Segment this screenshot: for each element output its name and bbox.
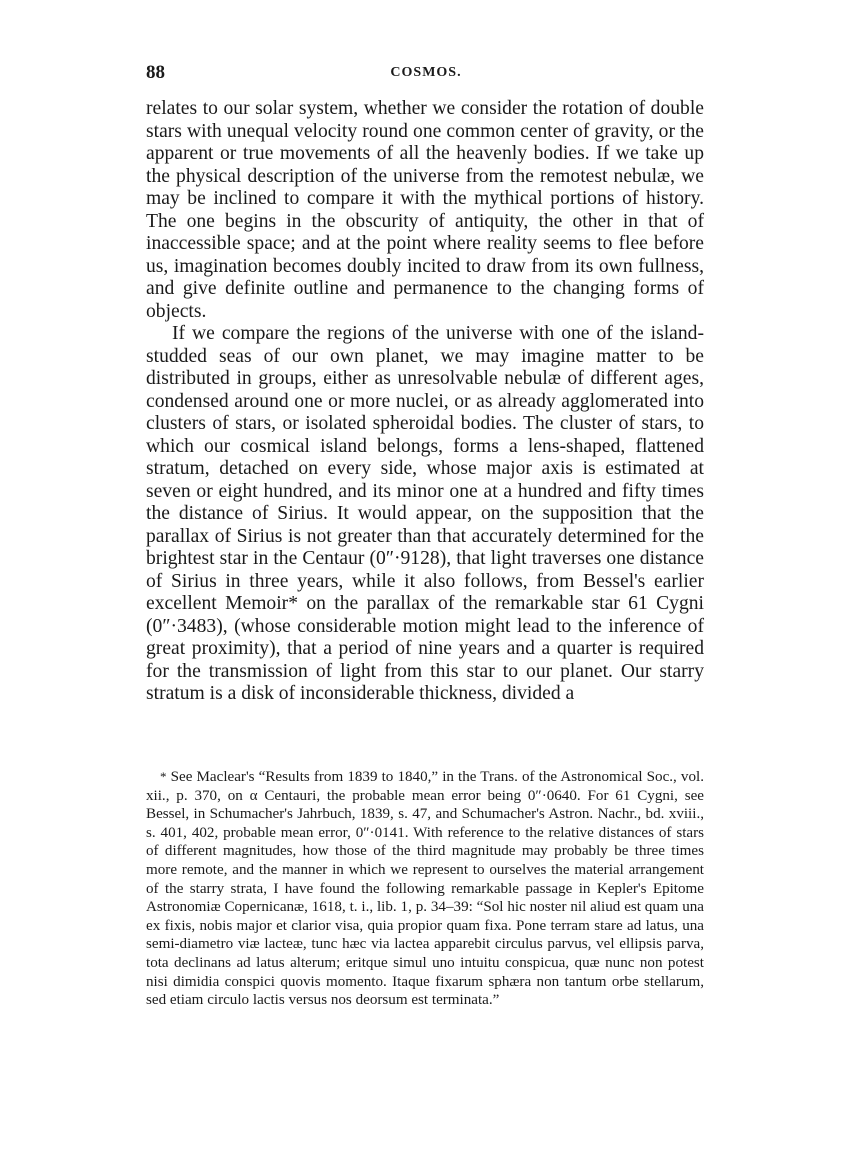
paragraph-2: If we compare the regions of the universe with one of the island-studded seas of our own planet, we may imagine matter to be distributed in groups, either as unresolvable nebulæ of different ages, condensed around one or more nuclei, or as already agglomerated into clusters of stars, or isolated spheroidal bodies. The cluster of stars, to which our cosmical island belongs, forms a lens-shaped, flattened stratum, detached on every side, whose major axis is estimated at seven or eight hundred, and its minor one at a hundred and fifty times the distance of Sirius. It would appear, on the supposition that the parallax of Sirius is not greater than that accurately determined for the brightest star in the Centaur (0″·9128), that light traverses one distance of Sirius in three years, while it also follows, from Bessel's earlier excellent Memoir* on the parallax of the remarkable star 61 Cygni (0″·3483), (whose considerable motion might lead to the inference of great proximity), that a period of nine years and a quarter is required for the transmission of light from this star to our planet. Our starry stratum is a disk of inconsiderable thickness, divided a	[146, 323, 704, 704]
footnote-text: See Maclear's “Results from 1839 to 1840,” in the Trans. of the Astronomical Soc., vol. xii., p. 370, on α Centauri, the probable mean error being 0″·0640. For 61 Cygni, see Bessel, in Schumacher's Jahrbuch, 1839, s. 47, and Schumacher's Astron. Nachr., bd. xviii., s. 401, 402, probable mean error, 0″·0141. With reference to the relative distances of stars of different magnitudes, how those of the third magnitude may probably be three times more remote, and the manner in which we represent to ourselves the material arrangement of the starry strata, I have found the following remarkable passage in Kepler's Epitome Astronomiæ Copernicanæ, 1618, t. i., lib. 1, p. 34–39: “Sol hic noster nil aliud est quam una ex fixis, nobis major et clarior visa, quia propior quam fixa. Pone terram stare ad latus, una semi-diametro viæ lacteæ, tunc hæc via lactea apparebit circulus parvus, vel ellipsis parva, tota declinans ad latus alterum; eritque simul uno intuitu conspicua, quæ nunc non potest nisi dimidia conspici quovis momento. Itaque fixarum sphæra non tantum orbe stellarum, sed etiam circulo lactis versus nos deorsum est terminata.”	[146, 769, 704, 1009]
paragraph-1: relates to our solar system, whether we consider the rotation of double stars with unequal velocity round one common center of gravity, or the apparent or true movements of all the heavenly bodies. If we take up the physical description of the universe from the remotest nebulæ, we may be inclined to compare it with the mythical portions of history. The one begins in the obscurity of antiquity, the other in that of inaccessible space; and at the point where reality seems to flee before us, imagination becomes doubly incited to draw from its own fullness, and give definite outline and permanence to the changing forms of objects.	[146, 98, 704, 322]
running-head	[146, 60, 706, 86]
body-text	[146, 98, 704, 706]
page-number: 88	[146, 62, 165, 83]
footnote-marker: *	[160, 769, 167, 784]
running-title: COSMOS.	[390, 65, 462, 80]
footnote-paragraph	[146, 768, 704, 1010]
footnote	[146, 768, 704, 1010]
